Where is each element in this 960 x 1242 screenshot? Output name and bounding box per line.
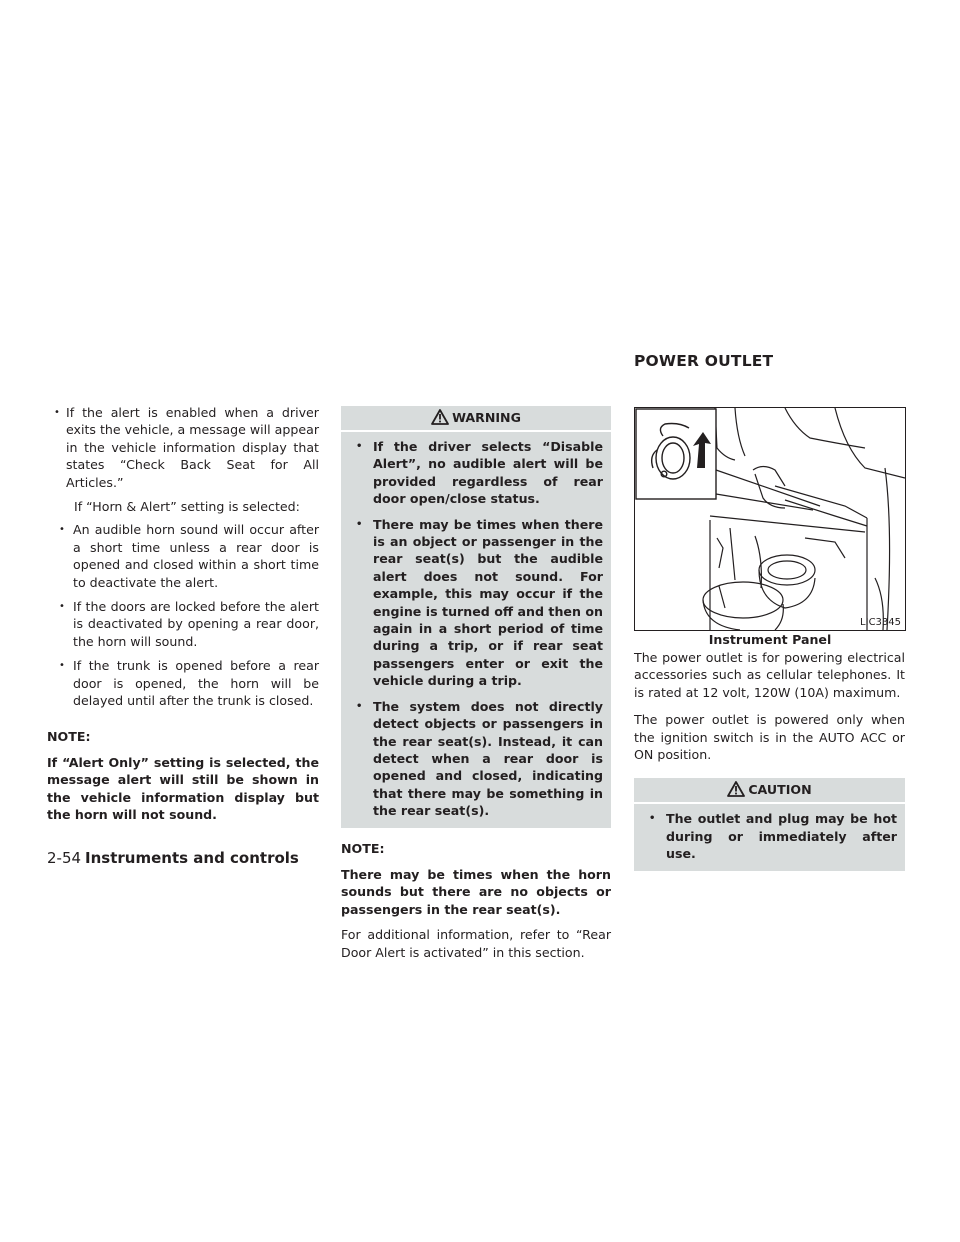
instrument-panel-figure (634, 407, 906, 631)
right-column (634, 649, 905, 871)
figure-caption: Instrument Panel (708, 632, 832, 647)
caution-box (634, 778, 905, 870)
figure-code: LIC3345 (860, 617, 901, 628)
instrument-panel-illustration (635, 408, 905, 630)
caution-triangle-icon (727, 781, 745, 797)
page-number: 2-54 (47, 849, 82, 867)
sub-bullet-doors-locked: • If the doors are locked before the alert is deactivated by opening a rear door, the horn will sound. (47, 598, 319, 650)
left-note-text: If “Alert Only” setting is selected, the message alert will still be shown in the vehicle information display but the horn will not sound. (47, 754, 319, 823)
warning-triangle-icon (431, 409, 449, 425)
middle-column (341, 406, 611, 961)
warning-item: • The system does not directly detect objects or passengers in the rear seat(s). Instead, it can detect when a rear door is opened and closed, indicating that there may be something in the rear seat(s). (349, 698, 603, 820)
alert-enabled-bullet: • If the alert is enabled when a driver exits the vehicle, a message will appear in the vehicle information display that states “Check Back Seat for All Articles.” (47, 404, 319, 491)
caution-body (634, 804, 905, 870)
warning-body (341, 432, 611, 828)
left-note-label: NOTE: (47, 728, 91, 744)
left-column (47, 404, 319, 824)
page-footer (47, 849, 299, 867)
power-outlet-para-2: The power outlet is powered only when the ignition switch is in the AUTO ACC or ON position. (634, 712, 905, 763)
sub-bullet-horn-sound: • An audible horn sound will occur after a short time unless a rear door is opened and closed within a short time to deactivate the alert. (47, 521, 319, 591)
warning-box (341, 406, 611, 828)
middle-info-text: For additional information, refer to “Rear Door Alert is activated” in this section. (341, 927, 611, 960)
middle-note-label: NOTE: (341, 840, 385, 856)
caution-title: CAUTION (748, 782, 812, 798)
horn-alert-intro: If “Horn & Alert” setting is selected: (74, 499, 300, 515)
warning-item: • There may be times when there is an object or passenger in the rear seat(s) but the audible alert does not sound. For example, this may occur if the engine is turned off and then on again in a short period of time during a trip, or if rear seat passengers enter or exit the vehicle during a trip. (349, 516, 603, 690)
sub-bullet-trunk-opened: • If the trunk is opened before a rear door is opened, the horn will be delayed until after the trunk is closed. (47, 657, 319, 709)
warning-item: • If the driver selects “Disable Alert”, no audible alert will be provided regardless of rear door open/close status. (349, 438, 603, 508)
caution-item: • The outlet and plug may be hot during or immediately after use. (642, 810, 897, 862)
warning-title: WARNING (452, 410, 521, 425)
warning-header (341, 406, 611, 432)
middle-note-text: There may be times when the horn sounds but there are no objects or passengers in the rear seat(s). (341, 866, 611, 917)
power-outlet-para-1: The power outlet is for powering electrical accessories such as cellular telephones. It is rated at 12 volt, 120W (10A) maximum. (634, 650, 905, 700)
caution-header (634, 778, 905, 804)
section-title: POWER OUTLET (634, 352, 774, 370)
chapter-title: Instruments and controls (85, 849, 299, 867)
